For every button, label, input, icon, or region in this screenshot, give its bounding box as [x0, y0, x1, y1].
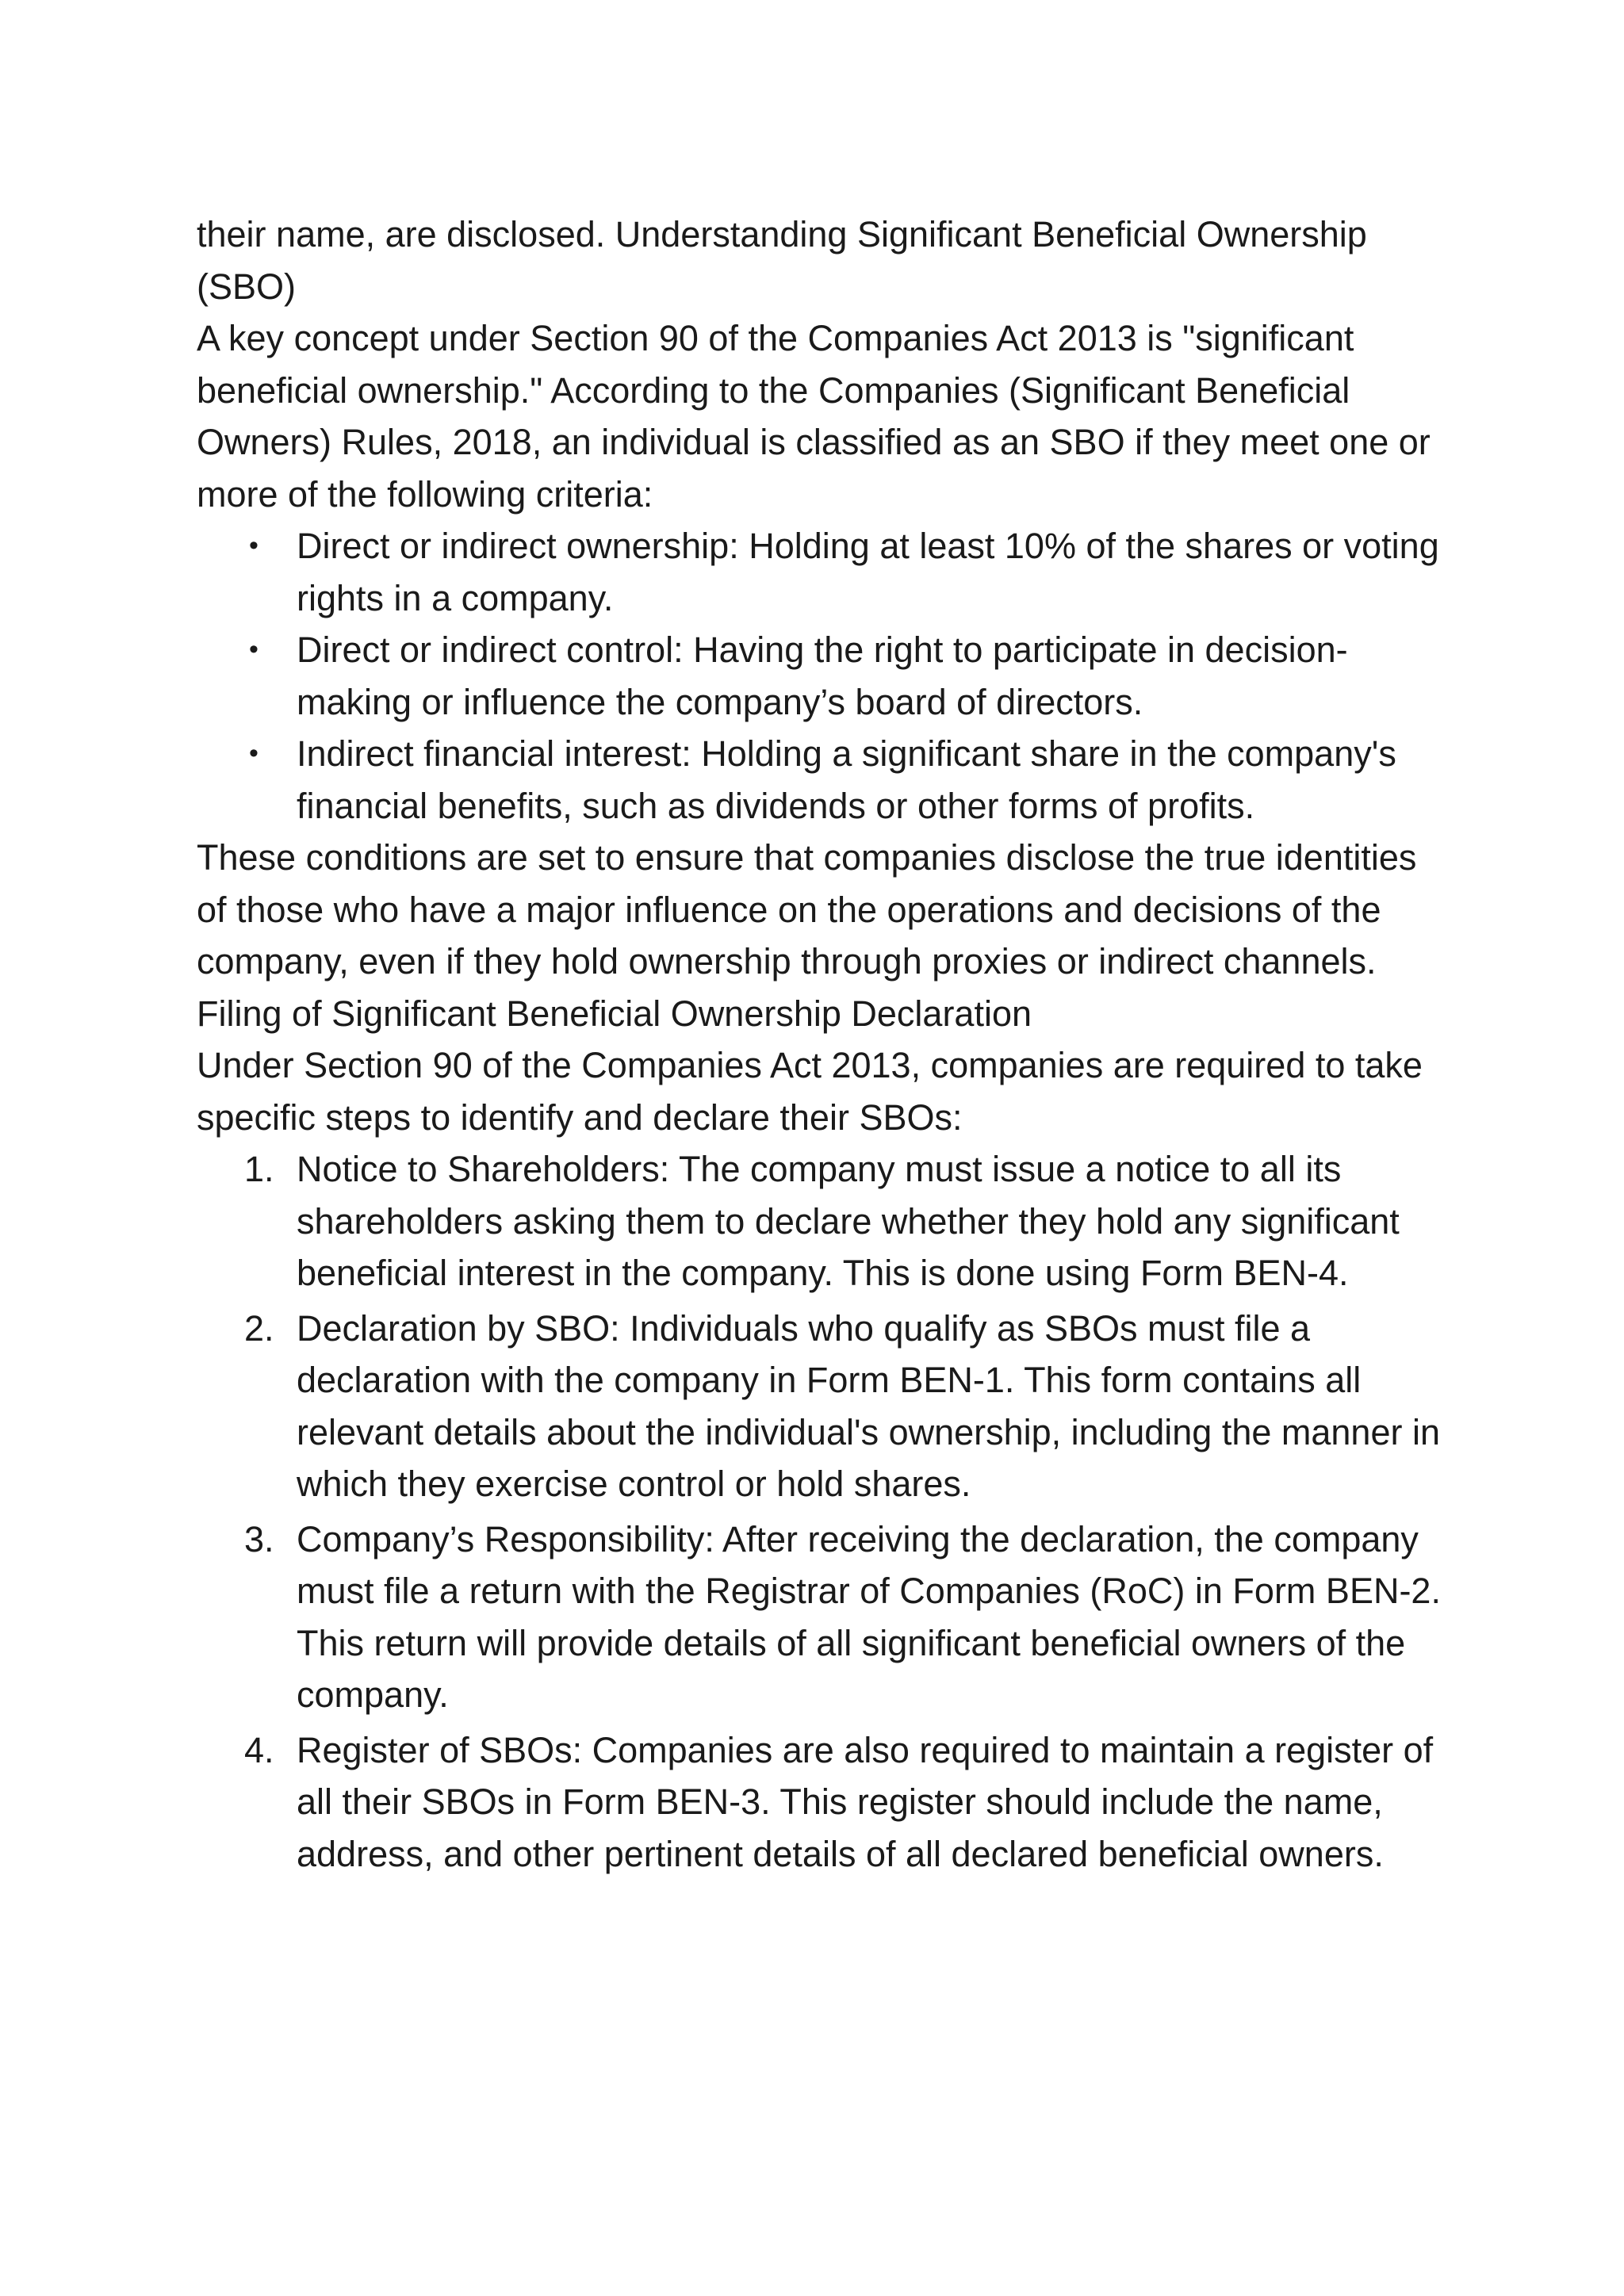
filing-paragraph: Under Section 90 of the Companies Act 2013, companies are required to take specific steps to identify and declare their SBOs:	[197, 1045, 1423, 1138]
step-number: 2.	[244, 1307, 274, 1349]
step-text: Notice to Shareholders: The company must issue a notice to all its shareholders asking them to declare whether they hold any significant beneficial interest in the company. This is done using Form BEN-4.	[297, 1149, 1400, 1293]
list-item	[244, 1143, 1450, 1299]
step-text: Company’s Responsibility: After receiving the declaration, the company must file a return with the Registrar of Companies (RoC) in Form BEN-2. This return will provide details of all significant beneficial owners of the company.	[297, 1518, 1441, 1715]
criteria-text: Direct or indirect ownership: Holding at least 10% of the shares or voting rights in a company.	[297, 526, 1439, 618]
criteria-list	[197, 520, 1450, 832]
step-number: 3.	[244, 1518, 274, 1559]
list-item	[249, 728, 1450, 832]
step-text: Register of SBOs: Companies are also required to maintain a register of all their SBOs in Form BEN-3. This register should include the name, address, and other pertinent details of all declared beneficial owners.	[297, 1729, 1434, 1874]
document-page	[197, 209, 1450, 1883]
list-item	[244, 1724, 1450, 1881]
section-heading: Filing of Significant Beneficial Ownership Declaration	[197, 993, 1032, 1034]
step-number: 1.	[244, 1149, 274, 1189]
bullet-icon: •	[249, 530, 259, 561]
list-item	[249, 624, 1450, 728]
step-number: 4.	[244, 1729, 274, 1770]
bullet-icon: •	[249, 738, 259, 768]
conditions-paragraph: These conditions are set to ensure that companies disclose the true identities of those who have a major influence on the operations and decisions of the company, even if they hold ownership through proxies or indirect channels.	[197, 837, 1417, 982]
list-item	[244, 1513, 1450, 1721]
steps-list	[197, 1143, 1450, 1880]
criteria-text: Direct or indirect control: Having the right to participate in decision-making or influence the company’s board of directors.	[297, 629, 1348, 722]
list-item	[249, 520, 1450, 624]
bullet-icon: •	[249, 634, 259, 664]
criteria-text: Indirect financial interest: Holding a significant share in the company's financial benefits, such as dividends or other forms of profits.	[297, 733, 1396, 826]
list-item	[244, 1303, 1450, 1510]
intro-paragraph: A key concept under Section 90 of the Companies Act 2013 is "significant beneficial ownership." According to the Companies (Significant Beneficial Owners) Rules, 2018, an individual is classified as an SBO if they meet one or more of the following criteria:	[197, 318, 1431, 515]
intro-line: their name, are disclosed. Understanding Significant Beneficial Ownership (SBO)	[197, 214, 1367, 307]
step-text: Declaration by SBO: Individuals who qualify as SBOs must file a declaration with the company in Form BEN-1. This form contains all relevant details about the individual's ownership, including the manner in which they exercise control or hold shares.	[297, 1307, 1440, 1504]
